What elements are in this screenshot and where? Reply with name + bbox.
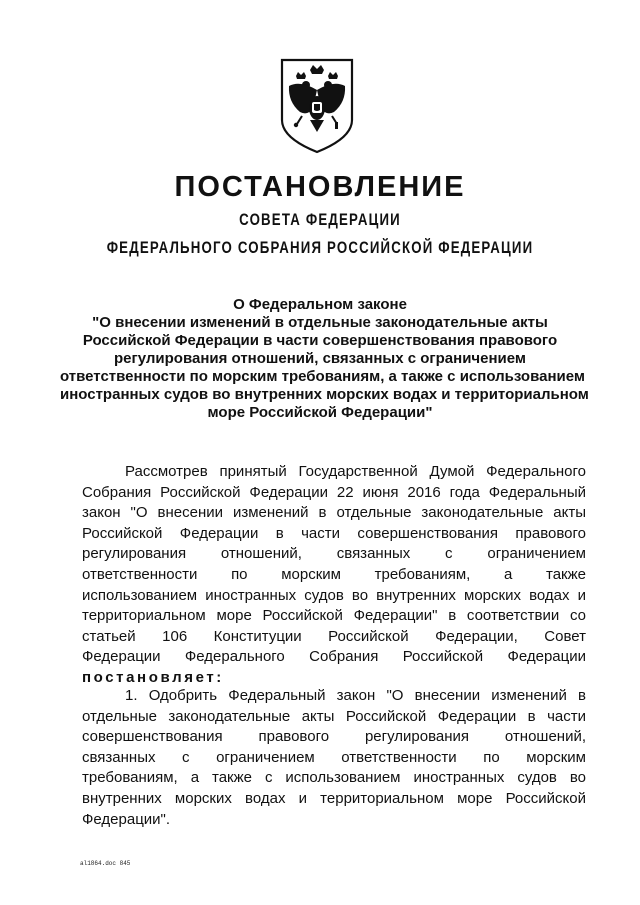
- paragraph-line: связанных с ограничением ответственности по морским: [82, 748, 586, 766]
- document-subtitle-assembly: ФЕДЕРАЛЬНОГО СОБРАНИЯ РОССИЙСКОЙ ФЕДЕРАЦИИ: [106, 238, 534, 257]
- paragraph-line: использованием иностранных судов во внутренних морских водах и: [82, 586, 586, 604]
- paragraph-line: территориальном море Российской Федерации" в соответствии со: [82, 607, 586, 625]
- document-code: al1864.doc 845: [80, 860, 131, 867]
- paragraph-line: ответственности по морским требованиям, а также: [82, 565, 586, 583]
- paragraph-line: требованиям, а также с использованием иностранных судов во: [82, 769, 586, 787]
- paragraph-line: регулирования отношений, связанных с ограничением: [82, 545, 586, 563]
- law-title-line: море Российской Федерации": [207, 404, 433, 421]
- law-title-line: "О внесении изменений в отдельные законодательные акты: [92, 314, 548, 331]
- document-title: ПОСТАНОВЛЕНИЕ: [174, 171, 466, 203]
- law-title-line: регулирования отношений, связанных с ограничением: [113, 350, 527, 367]
- paragraph-line: Рассмотрев принятый Государственной Думой Федерального: [125, 463, 586, 480]
- paragraph-line: совершенствования правового регулирования отношений,: [82, 728, 586, 746]
- paragraph-line: Федерации".: [82, 810, 171, 828]
- preamble-paragraph: [82, 462, 586, 689]
- paragraph-line: Собрания Российской Федерации 22 июня 2016 года Федеральный: [82, 483, 586, 501]
- paragraph-line: отдельные законодательные акты Российской Федерации в части: [82, 707, 586, 725]
- law-title-line: ответственности по морским требованиям, а также с использованием: [60, 368, 585, 385]
- law-title: [60, 296, 589, 422]
- resolution-item-1: [82, 686, 586, 830]
- resolution-keyword: постановляет:: [82, 668, 224, 686]
- paragraph-line: Федерации Федерального Собрания Российской Федерации: [82, 648, 586, 666]
- law-title-line: иностранных судов во внутренних морских водах и территориальном: [60, 386, 589, 403]
- coat-of-arms-icon: [280, 58, 354, 154]
- paragraph-line: Российской Федерации в части совершенствования правового: [82, 524, 586, 542]
- law-title-line: Российской Федерации в части совершенствования правового: [82, 332, 558, 349]
- paragraph-line: закон "О внесении изменений в отдельные законодательные акты: [82, 504, 586, 522]
- paragraph-line: 1. Одобрить Федеральный закон "О внесении изменений в: [125, 687, 586, 704]
- paragraph-line: статьей 106 Конституции Российской Федерации, Совет: [82, 627, 586, 645]
- paragraph-line: внутренних морских водах и территориальном море Российской: [82, 789, 586, 807]
- law-title-line: О Федеральном законе: [233, 296, 407, 313]
- document-subtitle-council: СОВЕТА ФЕДЕРАЦИИ: [239, 210, 401, 229]
